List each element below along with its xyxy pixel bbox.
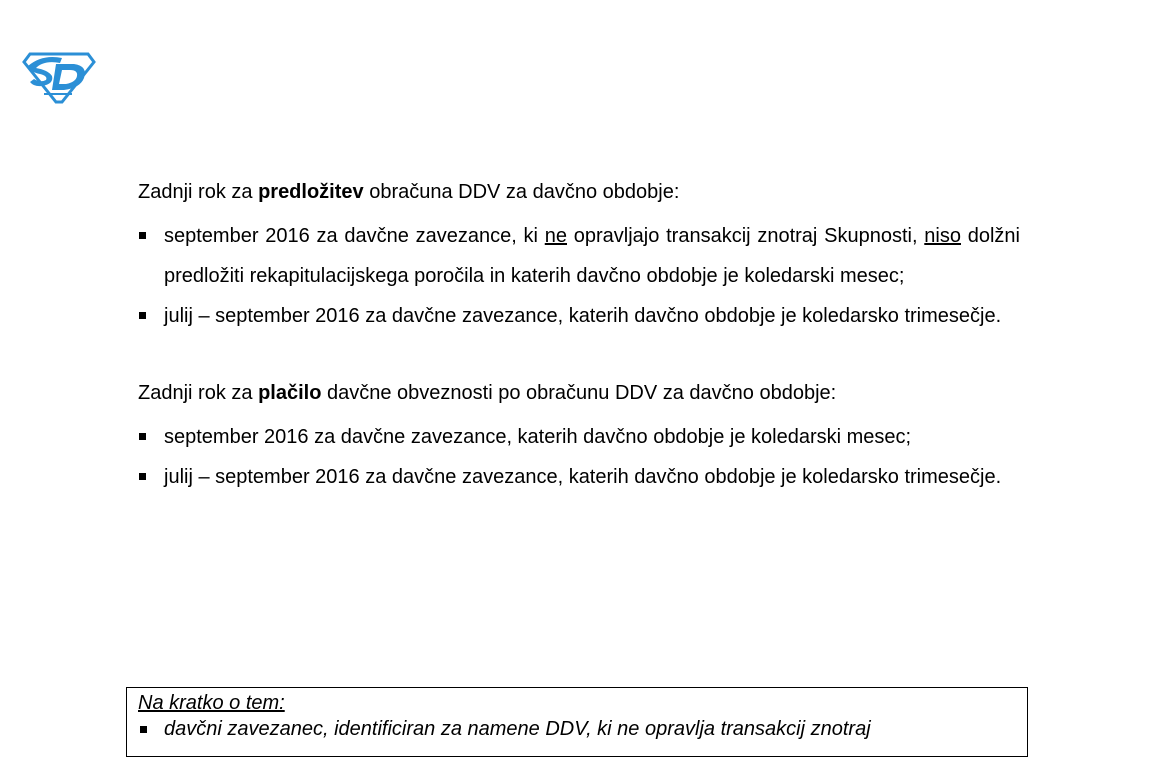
- list-item: julij – september 2016 za davčne zavezance, katerih davčno obdobje je koledarsko trimesečje.: [138, 296, 1020, 336]
- submission-deadline-heading: Zadnji rok za predložitev obračuna DDV za davčno obdobje:: [138, 181, 680, 203]
- submission-deadline-list: [138, 216, 1020, 336]
- list-item: september 2016 za davčne zavezance, ki ne opravljajo transakcij znotraj Skupnosti, niso dolžni predložiti rekapitulacijskega poročila in katerih davčno obdobje je koledarski mesec;: [138, 216, 1020, 296]
- list-item: julij – september 2016 za davčne zavezance, katerih davčno obdobje je koledarsko trimesečje.: [138, 457, 1020, 497]
- list-item: september 2016 za davčne zavezance, katerih davčno obdobje je koledarski mesec;: [138, 417, 1020, 457]
- payment-deadline-heading: Zadnji rok za plačilo davčne obveznosti po obračunu DDV za davčno obdobje:: [138, 382, 837, 404]
- square-bullet-icon: [139, 433, 146, 440]
- list-item: davčni zavezanec, identificiran za namene DDV, ki ne opravlja transakcij znotraj: [138, 716, 1019, 742]
- document-body: [138, 176, 1020, 497]
- square-bullet-icon: [139, 312, 146, 319]
- summary-box: [126, 687, 1028, 757]
- company-logo: [22, 48, 96, 104]
- square-bullet-icon: [139, 473, 146, 480]
- payment-deadline-list: [138, 417, 1020, 497]
- square-bullet-icon: [140, 726, 147, 733]
- square-bullet-icon: [139, 232, 146, 239]
- summary-title: Na kratko o tem:: [138, 692, 285, 714]
- sd-shield-logo-icon: [22, 48, 96, 104]
